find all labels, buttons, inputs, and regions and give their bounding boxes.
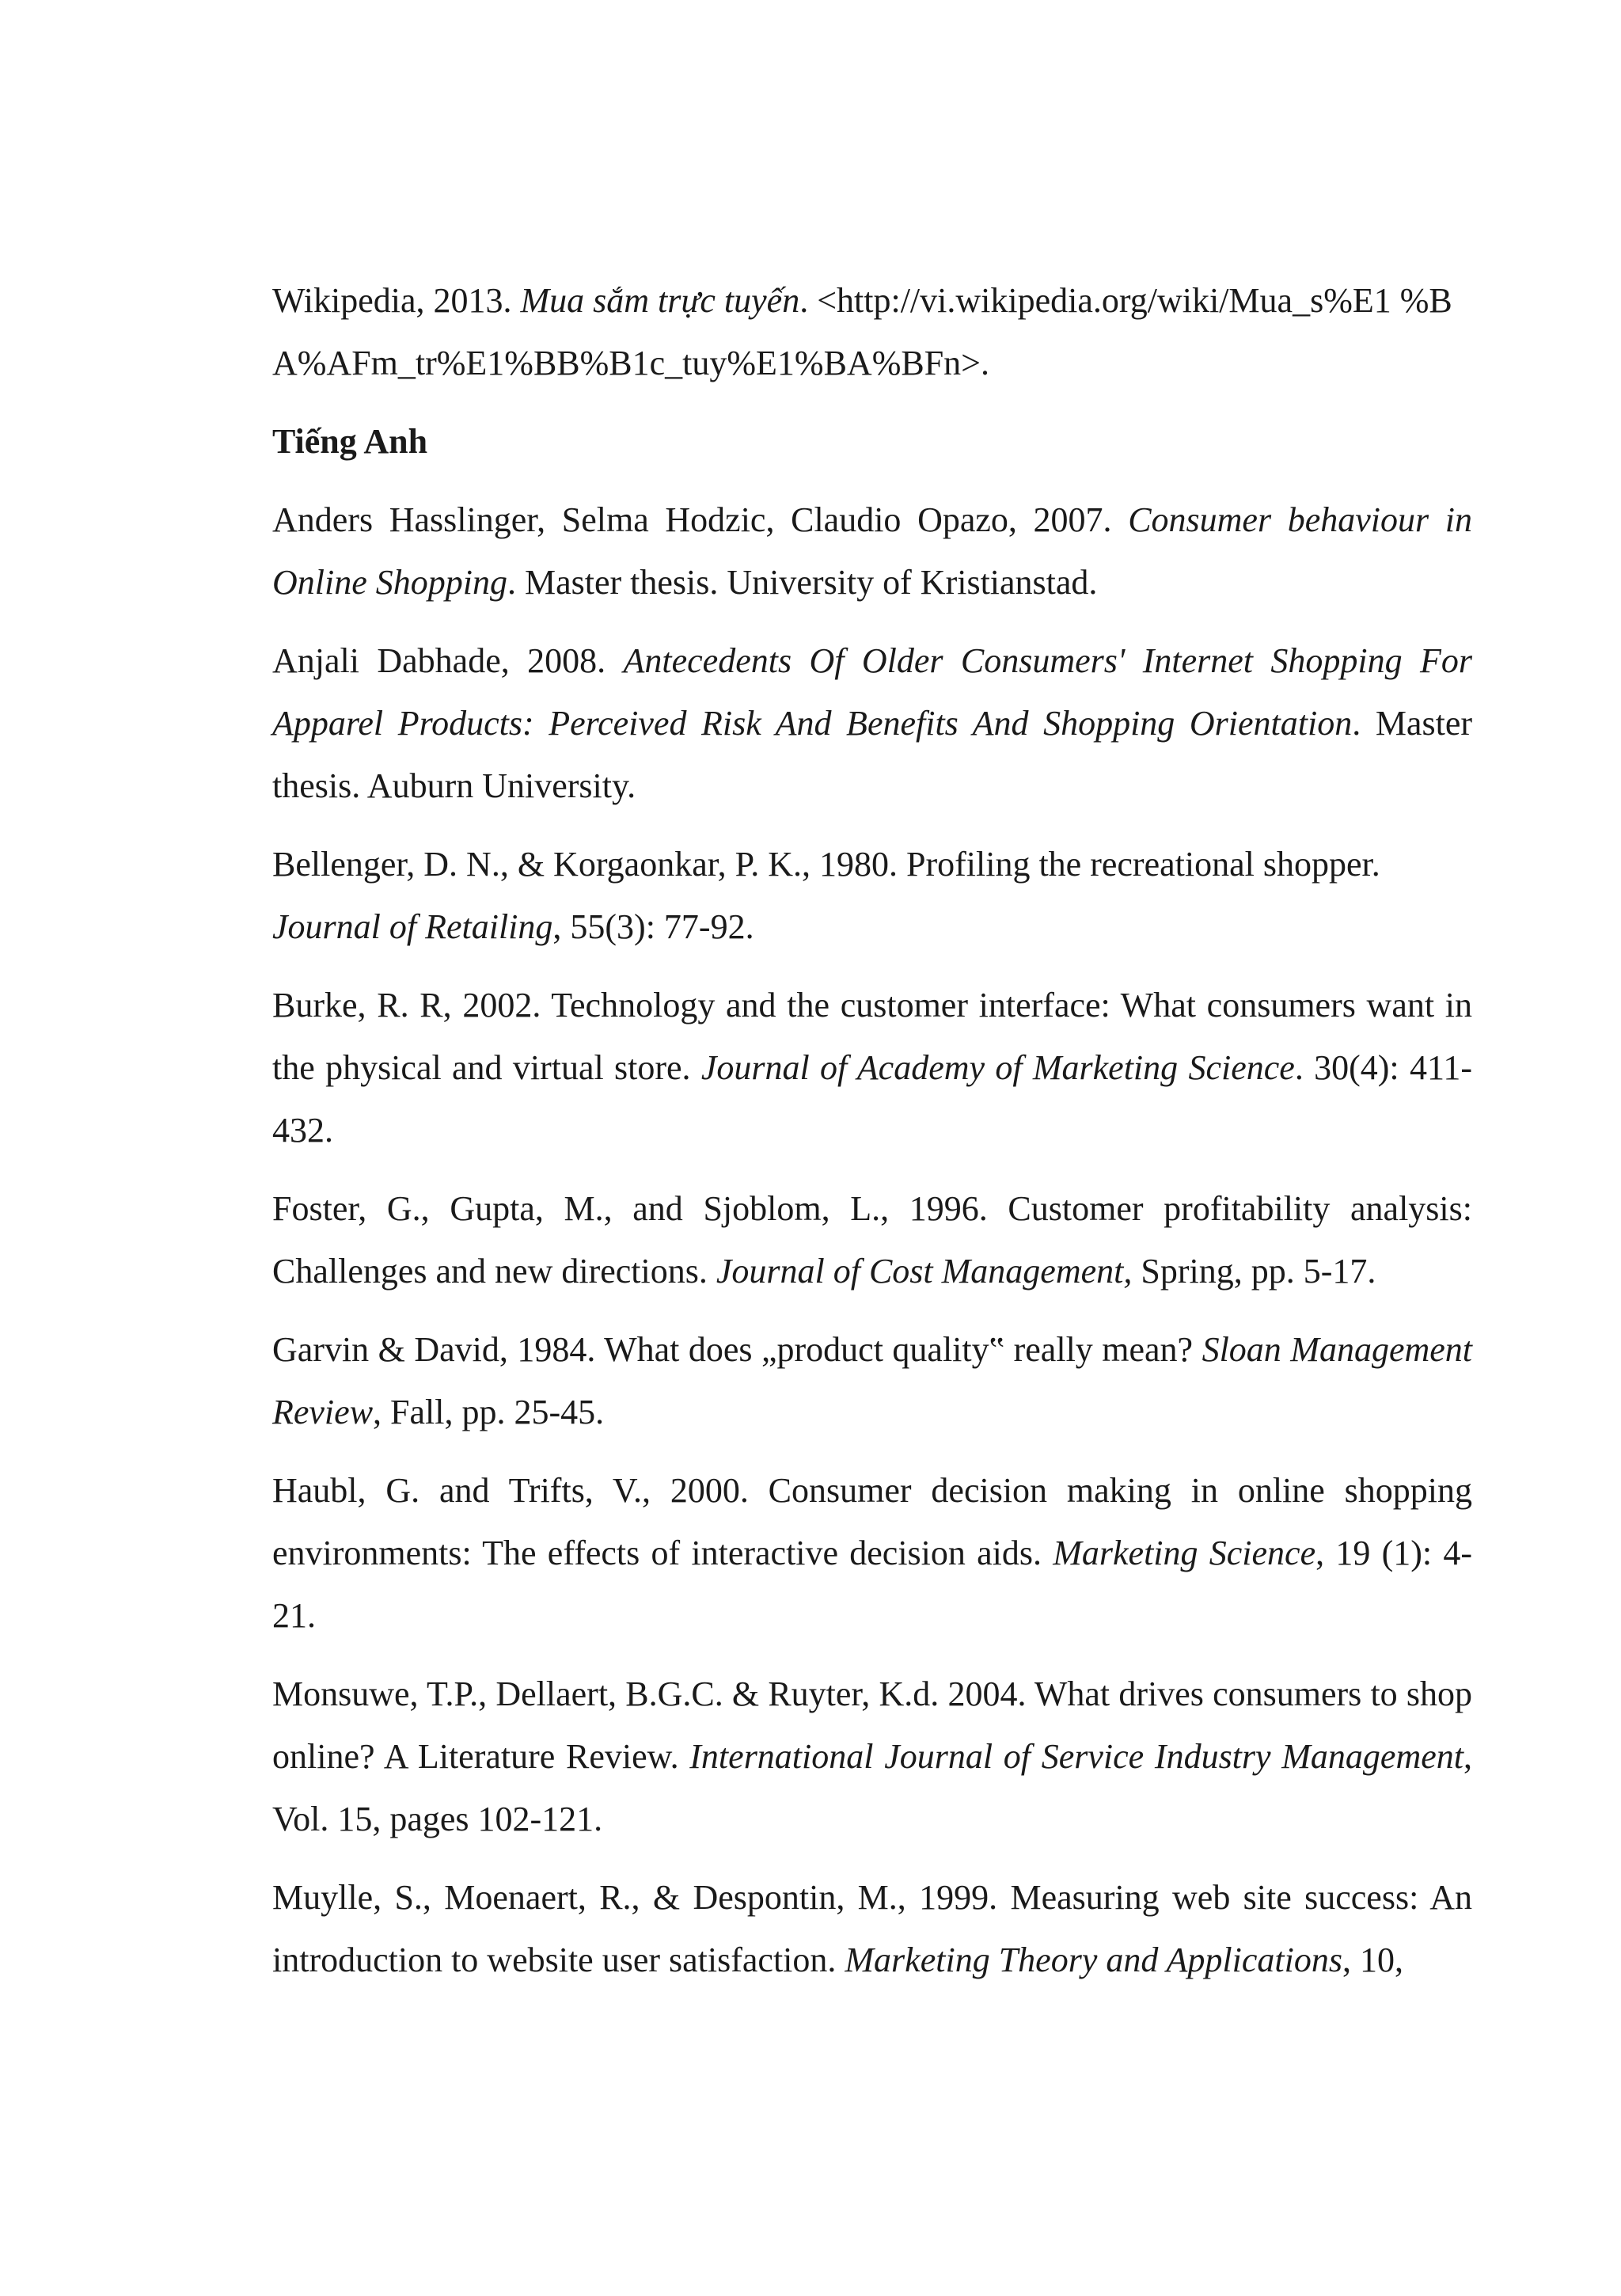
reference-italic-title: Consumer behaviour in Online Shopping (272, 500, 1472, 602)
reference-text: , Fall, pp. 25-45. (373, 1393, 605, 1431)
reference-text: Bellenger, D. N., & Korgaonkar, P. K., 1980. Profiling the recreational shopper. (272, 845, 1380, 884)
reference-text: , 19 (1): 4-21. (272, 1534, 1472, 1635)
reference-text: Anders Hasslinger, Selma Hodzic, Claudio Opazo, 2007. (272, 500, 1129, 539)
reference-title: Mua sắm trực tuyến (520, 281, 800, 320)
reference-entry (272, 1177, 1472, 1302)
reference-text: , 10, (1342, 1941, 1403, 1979)
section-heading-english: Tiếng Anh (272, 422, 428, 461)
reference-italic-title: International Journal of Service Industry Management (689, 1737, 1463, 1776)
reference-italic-title: Antecedents Of Older Consumers' Internet Shopping For Apparel Products: Perceived Risk And Benefits And Shopping Orientation (272, 641, 1472, 743)
reference-text: . Master thesis. University of Kristianstad. (507, 563, 1098, 602)
reference-entry (272, 488, 1472, 614)
reference-text: Haubl, G. and Trifts, V., 2000. Consumer decision making in online shopping environments: The effects of interactive decision aids. (272, 1471, 1472, 1572)
reference-entry (272, 1866, 1472, 1991)
reference-url: . <http://vi.wikipedia.org/wiki/Mua_s%E1 %BA%AFm_tr%E1%BB%B1c_tuy%E1%BA%BFn>. (272, 281, 1452, 382)
reference-entry (272, 974, 1472, 1161)
reference-italic-title: Marketing Science (1053, 1534, 1316, 1572)
reference-author-year: Wikipedia, 2013. (272, 281, 521, 320)
reference-entry (272, 1318, 1472, 1443)
reference-text: . 30(4): 411-432. (272, 1048, 1472, 1150)
reference-entry (272, 1459, 1472, 1647)
reference-italic-title: Journal of Retailing (272, 907, 553, 946)
reference-italic-title: Sloan Management Review (272, 1330, 1472, 1431)
reference-page (272, 269, 1472, 2007)
reference-text: , 55(3): 77-92. (552, 907, 754, 946)
reference-italic-title: Journal of Cost Management, (716, 1252, 1133, 1291)
reference-text: Monsuwe, T.P., Dellaert, B.G.C. & Ruyter, K.d. 2004. What drives consumers to shop online? A Literature Review. (272, 1674, 1472, 1776)
reference-text: Foster, G., Gupta, M., and Sjoblom, L., 1996. Customer profitability analysis: Challenges and new directions. (272, 1189, 1472, 1291)
reference-entry (272, 629, 1472, 817)
reference-entry (272, 833, 1472, 958)
reference-text: , Vol. 15, pages 102-121. (272, 1737, 1472, 1838)
reference-italic-title: Journal of Academy of Marketing Science (700, 1048, 1295, 1087)
reference-text: Garvin & David, 1984. What does „product quality‟ really mean? (272, 1330, 1202, 1369)
reference-text: Muylle, S., Moenaert, R., & Despontin, M., 1999. Measuring web site success: An introduction to website user satisfaction. (272, 1878, 1472, 1979)
reference-text: Burke, R. R, 2002. Technology and the customer interface: What consumers want in the physical and virtual store. (272, 986, 1472, 1087)
reference-text: Anjali Dabhade, 2008. (272, 641, 624, 680)
reference-text: Spring, pp. 5-17. (1132, 1252, 1376, 1291)
reference-text: . Master thesis. Auburn University. (272, 704, 1472, 805)
reference-entry (272, 1663, 1472, 1850)
reference-entry-wikipedia (272, 269, 1472, 394)
reference-italic-title: Marketing Theory and Applications (845, 1941, 1342, 1979)
